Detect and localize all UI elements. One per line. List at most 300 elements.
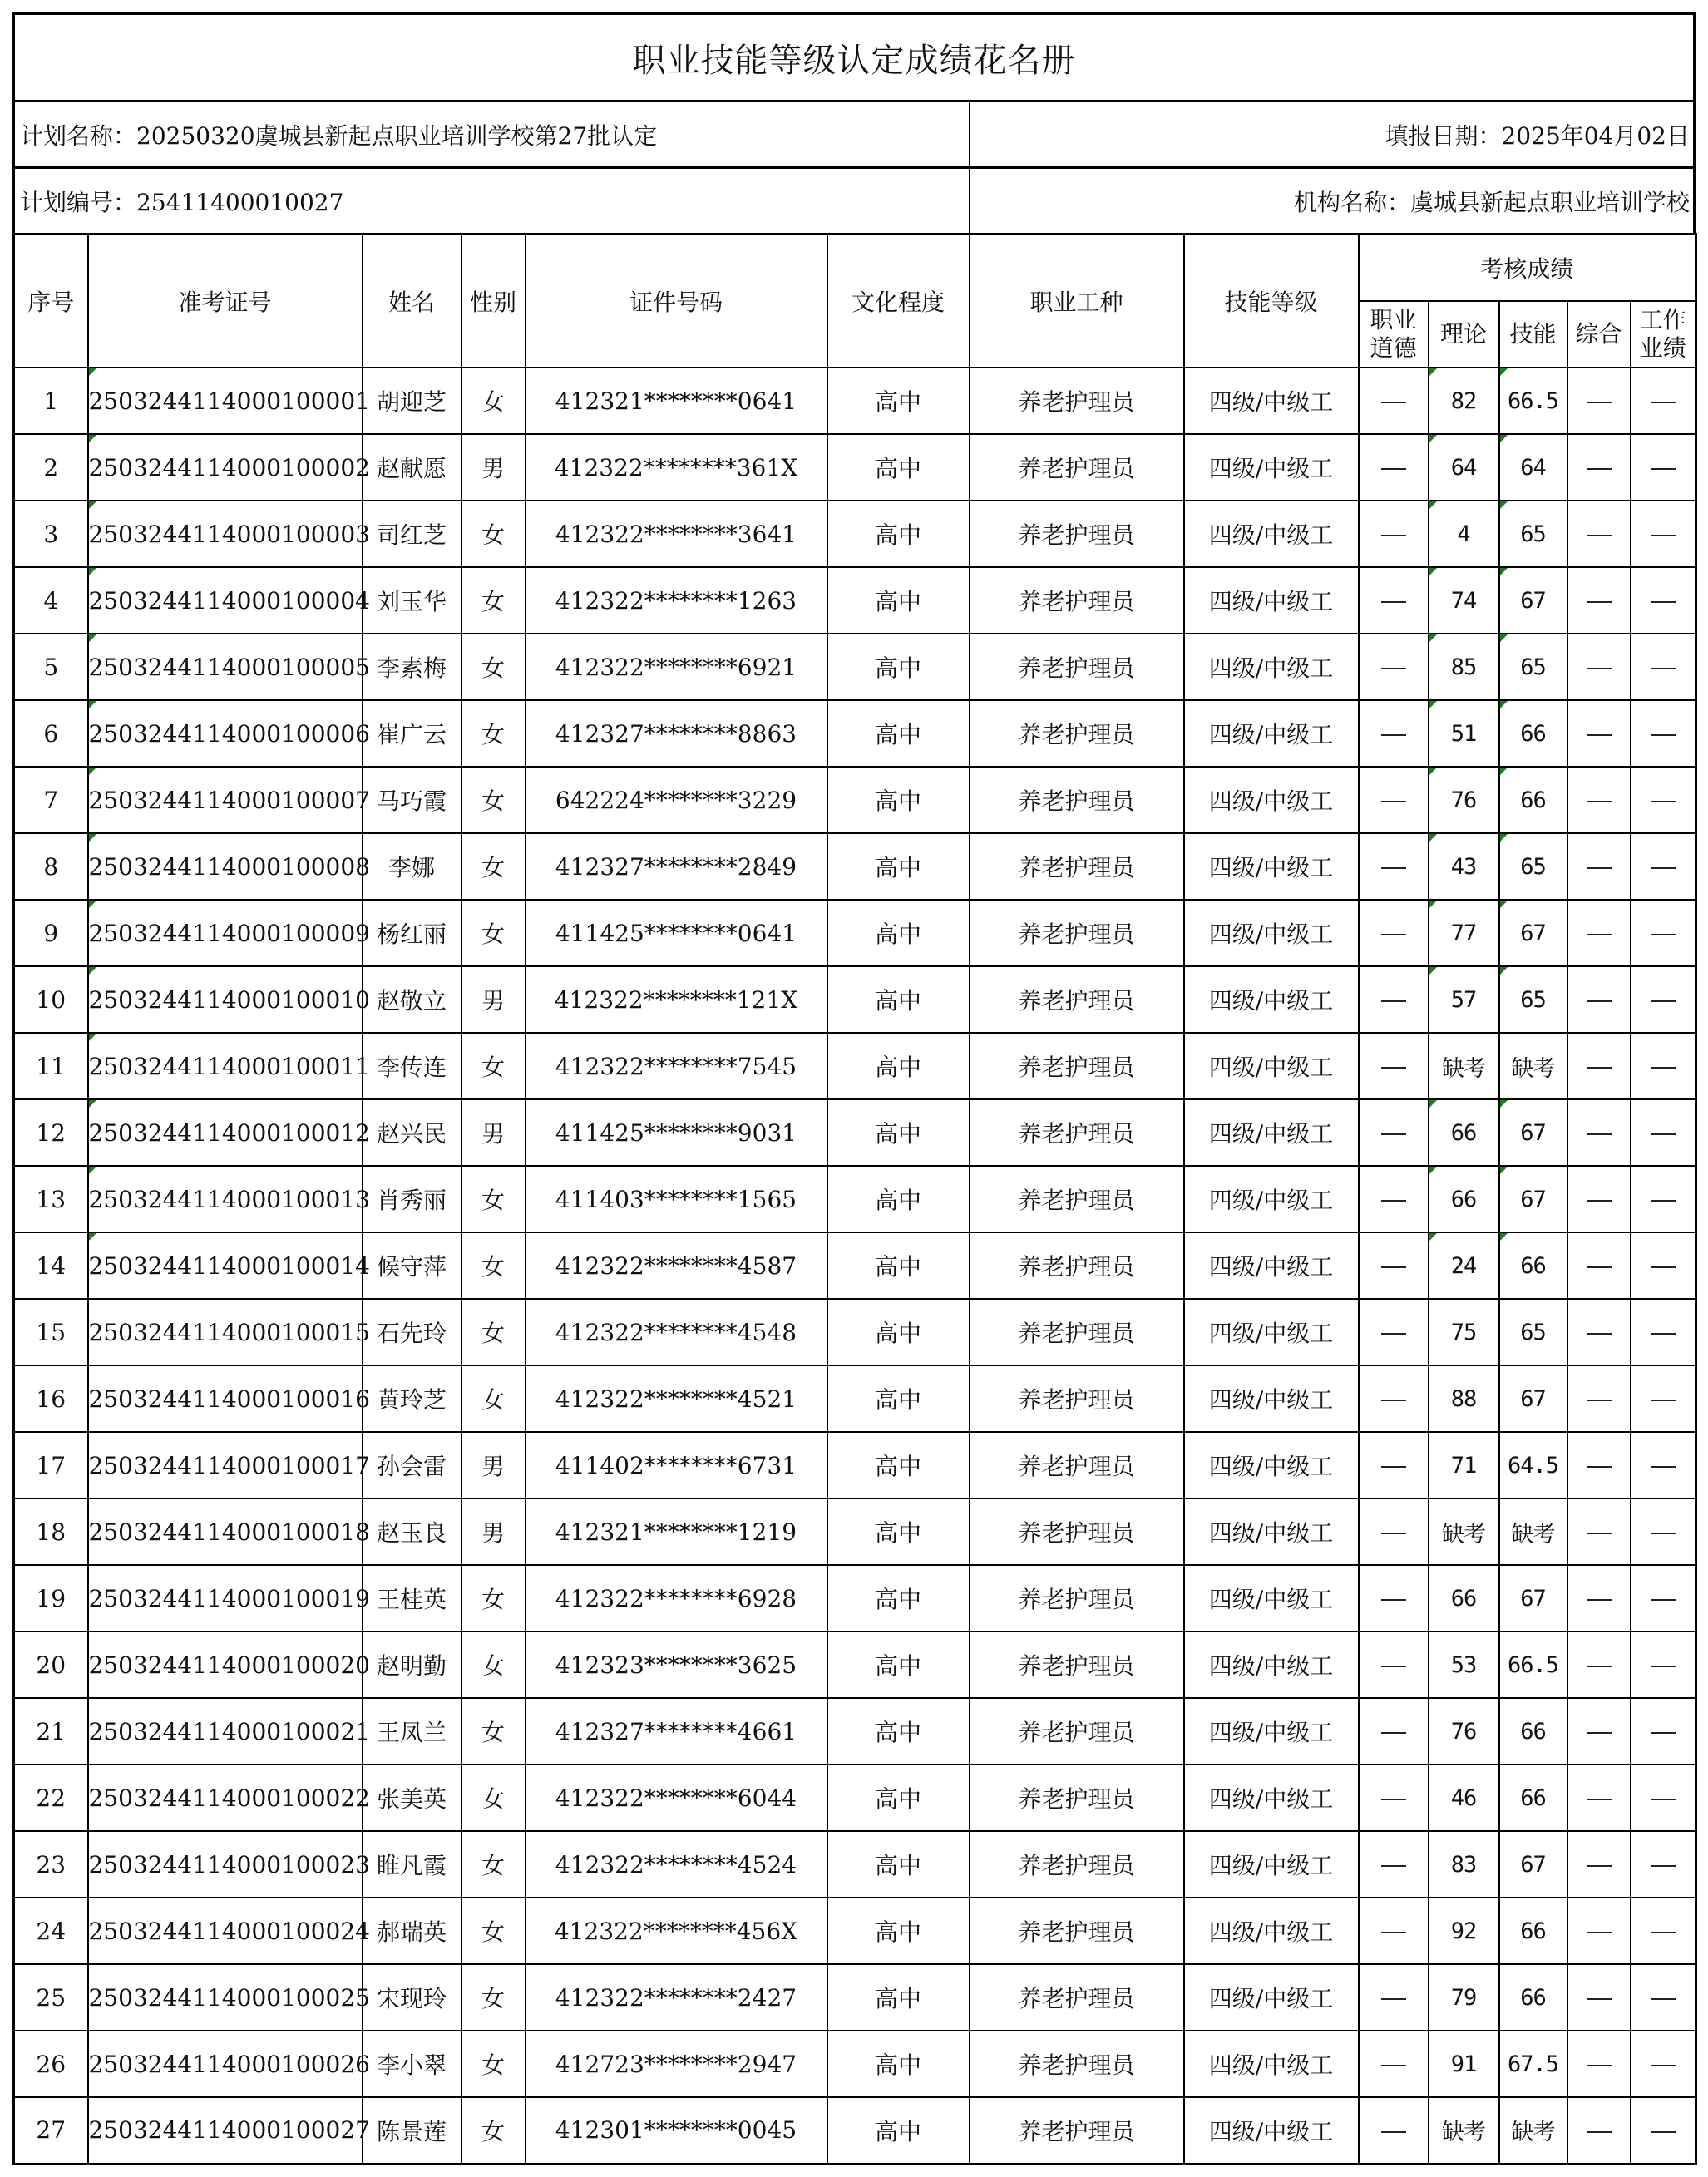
cell-name: 赵玉良 [363,1498,462,1565]
table-row [14,1099,1696,1166]
cell-skill: 66.5 [1499,368,1567,434]
cell-ethics [1359,1565,1429,1632]
empty-dash [1651,734,1676,736]
cell-gender: 男 [462,1432,526,1498]
cell-comprehensive [1567,700,1631,767]
cell-id-number: 412322********456X [526,1898,827,1964]
cell-ethics [1359,368,1429,434]
cell-gender: 男 [462,966,526,1033]
empty-dash [1587,2065,1612,2066]
cell-gender: 男 [462,1498,526,1565]
cell-id-number: 412322********4521 [526,1365,827,1432]
cell-name: 胡迎芝 [363,368,462,434]
cell-name: 候守萍 [363,1232,462,1299]
cell-seq: 15 [14,1299,88,1365]
cell-comprehensive [1567,1898,1631,1964]
empty-dash [1381,801,1406,802]
cell-education: 高中 [827,1365,970,1432]
cell-occupation: 养老护理员 [970,767,1184,833]
cell-exam-id: 2503244114000100011 [88,1033,363,1099]
org-name: 机构名称：虞城县新起点职业培训学校 [1293,188,1690,216]
cell-skill: 缺考 [1499,1033,1567,1099]
empty-dash [1381,1466,1406,1468]
plan-code: 计划编号：25411400010027 [15,169,970,233]
cell-education: 高中 [827,1831,970,1898]
cell-skill: 67 [1499,1099,1567,1166]
table-row [14,1964,1696,2031]
cell-seq: 14 [14,1232,88,1299]
cell-ethics [1359,1299,1429,1365]
cell-ethics [1359,1765,1429,1831]
header-id-number: 证件号码 [526,234,827,368]
cell-seq: 7 [14,767,88,833]
table-row [14,833,1696,900]
cell-exam-id: 2503244114000100020 [88,1632,363,1698]
cell-seq: 20 [14,1632,88,1698]
empty-dash [1587,1932,1612,1933]
cell-performance [1631,2031,1696,2097]
cell-skill: 66 [1499,1698,1567,1765]
cell-theory: 82 [1429,368,1499,434]
cell-exam-id: 2503244114000100022 [88,1765,363,1831]
cell-id-number: 412321********0641 [526,368,827,434]
cell-seq: 3 [14,501,88,567]
empty-dash [1651,1799,1676,1800]
empty-dash [1651,1932,1676,1933]
cell-exam-id: 2503244114000100021 [88,1698,363,1765]
cell-ethics [1359,966,1429,1033]
cell-id-number: 412301********0045 [526,2097,827,2164]
cell-name: 赵兴民 [363,1099,462,1166]
cell-ethics [1359,1365,1429,1432]
cell-gender: 女 [462,1365,526,1432]
cell-education: 高中 [827,1033,970,1099]
cell-occupation: 养老护理员 [970,2097,1184,2164]
empty-dash [1381,1133,1406,1135]
cell-comprehensive [1567,1365,1631,1432]
empty-dash [1651,934,1676,935]
empty-dash [1651,2131,1676,2133]
cell-performance [1631,1898,1696,1964]
cell-gender: 女 [462,900,526,966]
empty-dash [1381,2065,1406,2066]
cell-skill-level: 四级/中级工 [1184,1432,1359,1498]
cell-gender: 女 [462,1964,526,2031]
cell-skill: 67.5 [1499,2031,1567,2097]
cell-performance [1631,1232,1696,1299]
cell-exam-id: 2503244114000100027 [88,2097,363,2164]
cell-skill-level: 四级/中级工 [1184,900,1359,966]
empty-dash [1381,1000,1406,1002]
header-ethics-label: 职业道德 [1370,306,1417,362]
empty-dash [1587,1067,1612,1069]
cell-performance [1631,1565,1696,1632]
cell-skill: 67 [1499,1565,1567,1632]
cell-name: 司红芝 [363,501,462,567]
cell-comprehensive [1567,434,1631,501]
cell-theory: 77 [1429,900,1499,966]
cell-skill-level: 四级/中级工 [1184,501,1359,567]
empty-dash [1587,1799,1612,1800]
cell-exam-id: 2503244114000100024 [88,1898,363,1964]
cell-exam-id: 2503244114000100014 [88,1232,363,1299]
cell-gender: 女 [462,634,526,700]
cell-skill: 66 [1499,700,1567,767]
cell-name: 王凤兰 [363,1698,462,1765]
cell-ethics [1359,1099,1429,1166]
cell-skill-level: 四级/中级工 [1184,833,1359,900]
cell-id-number: 412322********4587 [526,1232,827,1299]
cell-ethics [1359,567,1429,634]
cell-name: 陈景莲 [363,2097,462,2164]
cell-education: 高中 [827,1498,970,1565]
cell-seq: 2 [14,434,88,501]
cell-theory: 66 [1429,1166,1499,1232]
cell-education: 高中 [827,1964,970,2031]
cell-exam-id: 2503244114000100015 [88,1299,363,1365]
cell-ethics [1359,767,1429,833]
cell-performance [1631,900,1696,966]
cell-comprehensive [1567,1166,1631,1232]
cell-id-number: 412322********3641 [526,501,827,567]
cell-exam-id: 2503244114000100007 [88,767,363,833]
cell-skill-level: 四级/中级工 [1184,1099,1359,1166]
cell-name: 崔广云 [363,700,462,767]
cell-theory: 57 [1429,966,1499,1033]
empty-dash [1587,1266,1612,1268]
cell-skill-level: 四级/中级工 [1184,1898,1359,1964]
empty-dash [1381,1799,1406,1800]
empty-dash [1587,668,1612,669]
empty-dash [1651,801,1676,802]
cell-ethics [1359,2097,1429,2164]
cell-seq: 10 [14,966,88,1033]
cell-seq: 16 [14,1365,88,1432]
cell-gender: 女 [462,1033,526,1099]
cell-education: 高中 [827,833,970,900]
cell-occupation: 养老护理员 [970,1898,1184,1964]
cell-education: 高中 [827,1299,970,1365]
cell-ethics [1359,1232,1429,1299]
cell-name: 肖秀丽 [363,1166,462,1232]
cell-skill-level: 四级/中级工 [1184,1166,1359,1232]
cell-gender: 女 [462,1565,526,1632]
table-row [14,1565,1696,1632]
table-row [14,1365,1696,1432]
header-performance-label: 工作业绩 [1639,306,1686,362]
cell-comprehensive [1567,1831,1631,1898]
table-row [14,501,1696,567]
cell-skill-level: 四级/中级工 [1184,567,1359,634]
cell-comprehensive [1567,1765,1631,1831]
cell-occupation: 养老护理员 [970,1033,1184,1099]
cell-theory: 79 [1429,1964,1499,2031]
cell-theory: 76 [1429,1698,1499,1765]
cell-comprehensive [1567,368,1631,434]
cell-gender: 女 [462,1831,526,1898]
cell-education: 高中 [827,767,970,833]
empty-dash [1587,1732,1612,1734]
cell-name: 赵明勤 [363,1632,462,1698]
cell-theory: 66 [1429,1099,1499,1166]
cell-id-number: 642224********3229 [526,767,827,833]
cell-id-number: 412322********361X [526,434,827,501]
cell-skill: 66.5 [1499,1632,1567,1698]
cell-exam-id: 2503244114000100017 [88,1432,363,1498]
cell-skill: 65 [1499,634,1567,700]
cell-occupation: 养老护理员 [970,434,1184,501]
cell-comprehensive [1567,767,1631,833]
table-row [14,1432,1696,1498]
empty-dash [1651,1865,1676,1867]
cell-seq: 26 [14,2031,88,2097]
cell-theory: 4 [1429,501,1499,567]
info-row-1 [12,100,1696,166]
cell-occupation: 养老护理员 [970,966,1184,1033]
table-row [14,1498,1696,1565]
table-row [14,2097,1696,2164]
empty-dash [1587,867,1612,869]
empty-dash [1381,734,1406,736]
cell-education: 高中 [827,1099,970,1166]
cell-skill: 65 [1499,833,1567,900]
cell-gender: 女 [462,700,526,767]
cell-performance [1631,1033,1696,1099]
cell-gender: 女 [462,1232,526,1299]
cell-skill: 66 [1499,1232,1567,1299]
cell-gender: 女 [462,1632,526,1698]
cell-education: 高中 [827,966,970,1033]
cell-skill-level: 四级/中级工 [1184,368,1359,434]
cell-skill-level: 四级/中级工 [1184,1232,1359,1299]
empty-dash [1381,1333,1406,1335]
cell-name: 宋现玲 [363,1964,462,2031]
cell-occupation: 养老护理员 [970,1498,1184,1565]
cell-name: 李小翠 [363,2031,462,2097]
page-title: 职业技能等级认定成绩花名册 [632,41,1076,80]
cell-exam-id: 2503244114000100025 [88,1964,363,2031]
cell-performance [1631,1765,1696,1831]
empty-dash [1587,1466,1612,1468]
header-skill-level: 技能等级 [1184,234,1359,368]
cell-seq: 8 [14,833,88,900]
cell-occupation: 养老护理员 [970,1765,1184,1831]
table-row [14,700,1696,767]
cell-id-number: 412321********1219 [526,1498,827,1565]
empty-dash [1651,402,1676,403]
table-row [14,567,1696,634]
cell-occupation: 养老护理员 [970,567,1184,634]
cell-ethics [1359,501,1429,567]
cell-gender: 男 [462,1099,526,1166]
header-education: 文化程度 [827,234,970,368]
cell-ethics [1359,1166,1429,1232]
cell-ethics [1359,1898,1429,1964]
cell-gender: 女 [462,567,526,634]
table-row [14,368,1696,434]
empty-dash [1651,1133,1676,1135]
cell-seq: 11 [14,1033,88,1099]
empty-dash [1381,1200,1406,1202]
cell-performance [1631,1498,1696,1565]
cell-occupation: 养老护理员 [970,634,1184,700]
cell-ethics [1359,1964,1429,2031]
cell-education: 高中 [827,1432,970,1498]
cell-comprehensive [1567,900,1631,966]
cell-theory: 66 [1429,1565,1499,1632]
cell-gender: 女 [462,1765,526,1831]
empty-dash [1381,1400,1406,1401]
empty-dash [1651,1666,1676,1667]
cell-gender: 女 [462,1898,526,1964]
cell-skill: 67 [1499,900,1567,966]
cell-gender: 女 [462,1698,526,1765]
cell-comprehensive [1567,1432,1631,1498]
cell-skill: 67 [1499,567,1567,634]
cell-performance [1631,833,1696,900]
empty-dash [1381,1932,1406,1933]
cell-comprehensive [1567,1232,1631,1299]
cell-education: 高中 [827,368,970,434]
cell-seq: 9 [14,900,88,966]
plan-name: 计划名称：20250320虞城县新起点职业培训学校第27批认定 [15,102,970,166]
cell-comprehensive [1567,833,1631,900]
cell-occupation: 养老护理员 [970,1365,1184,1432]
cell-education: 高中 [827,900,970,966]
cell-exam-id: 2503244114000100004 [88,567,363,634]
table-row [14,1898,1696,1964]
cell-comprehensive [1567,567,1631,634]
cell-education: 高中 [827,1232,970,1299]
table-row [14,966,1696,1033]
cell-name: 石先玲 [363,1299,462,1365]
cell-name: 李传连 [363,1033,462,1099]
cell-exam-id: 2503244114000100023 [88,1831,363,1898]
empty-dash [1381,601,1406,603]
header-ethics [1359,301,1429,368]
cell-comprehensive [1567,634,1631,700]
cell-id-number: 412322********6044 [526,1765,827,1831]
cell-occupation: 养老护理员 [970,1831,1184,1898]
cell-exam-id: 2503244114000100008 [88,833,363,900]
cell-theory: 51 [1429,700,1499,767]
empty-dash [1587,934,1612,935]
cell-comprehensive [1567,1698,1631,1765]
cell-comprehensive [1567,1632,1631,1698]
cell-exam-id: 2503244114000100005 [88,634,363,700]
table-row [14,1632,1696,1698]
cell-skill-level: 四级/中级工 [1184,1964,1359,2031]
cell-exam-id: 2503244114000100006 [88,700,363,767]
table-row [14,1033,1696,1099]
cell-education: 高中 [827,2031,970,2097]
cell-skill-level: 四级/中级工 [1184,634,1359,700]
cell-skill: 65 [1499,501,1567,567]
empty-dash [1381,402,1406,403]
header-gender: 性别 [462,234,526,368]
empty-dash [1587,1000,1612,1002]
cell-occupation: 养老护理员 [970,1698,1184,1765]
cell-name: 李素梅 [363,634,462,700]
cell-id-number: 412327********8863 [526,700,827,767]
cell-performance [1631,434,1696,501]
empty-dash [1587,402,1612,403]
cell-skill: 66 [1499,1964,1567,2031]
cell-skill: 缺考 [1499,2097,1567,2164]
empty-dash [1381,867,1406,869]
cell-id-number: 412322********121X [526,966,827,1033]
cell-skill-level: 四级/中级工 [1184,434,1359,501]
cell-id-number: 411403********1565 [526,1166,827,1232]
cell-ethics [1359,700,1429,767]
cell-comprehensive [1567,2097,1631,2164]
cell-exam-id: 2503244114000100016 [88,1365,363,1432]
cell-comprehensive [1567,1099,1631,1166]
cell-comprehensive [1567,966,1631,1033]
cell-skill: 缺考 [1499,1498,1567,1565]
cell-theory: 76 [1429,767,1499,833]
cell-name: 马巧霞 [363,767,462,833]
cell-theory: 85 [1429,634,1499,700]
cell-ethics [1359,1498,1429,1565]
empty-dash [1587,1200,1612,1202]
cell-exam-id: 2503244114000100003 [88,501,363,567]
cell-skill: 67 [1499,1166,1567,1232]
cell-id-number: 412322********4524 [526,1831,827,1898]
cell-ethics [1359,2031,1429,2097]
cell-seq: 13 [14,1166,88,1232]
empty-dash [1381,1599,1406,1601]
cell-ethics [1359,1698,1429,1765]
empty-dash [1651,535,1676,536]
empty-dash [1381,1266,1406,1268]
cell-seq: 4 [14,567,88,634]
cell-exam-id: 2503244114000100001 [88,368,363,434]
cell-skill: 66 [1499,1898,1567,1964]
cell-name: 杨红丽 [363,900,462,966]
cell-performance [1631,1632,1696,1698]
cell-name: 睢凡霞 [363,1831,462,1898]
cell-performance [1631,1365,1696,1432]
empty-dash [1587,734,1612,736]
table-row [14,1299,1696,1365]
cell-skill-level: 四级/中级工 [1184,1632,1359,1698]
cell-occupation: 养老护理员 [970,833,1184,900]
empty-dash [1381,1666,1406,1667]
cell-seq: 24 [14,1898,88,1964]
cell-skill-level: 四级/中级工 [1184,966,1359,1033]
table-row [14,1232,1696,1299]
empty-dash [1381,1732,1406,1734]
cell-education: 高中 [827,1698,970,1765]
cell-occupation: 养老护理员 [970,2031,1184,2097]
empty-dash [1381,1067,1406,1069]
cell-ethics [1359,1632,1429,1698]
cell-education: 高中 [827,567,970,634]
empty-dash [1651,668,1676,669]
cell-theory: 74 [1429,567,1499,634]
empty-dash [1381,468,1406,470]
cell-seq: 6 [14,700,88,767]
empty-dash [1587,1533,1612,1534]
cell-name: 赵献愿 [363,434,462,501]
cell-theory: 46 [1429,1765,1499,1831]
cell-education: 高中 [827,1565,970,1632]
cell-skill-level: 四级/中级工 [1184,700,1359,767]
cell-occupation: 养老护理员 [970,1299,1184,1365]
empty-dash [1587,1865,1612,1867]
empty-dash [1651,1599,1676,1601]
